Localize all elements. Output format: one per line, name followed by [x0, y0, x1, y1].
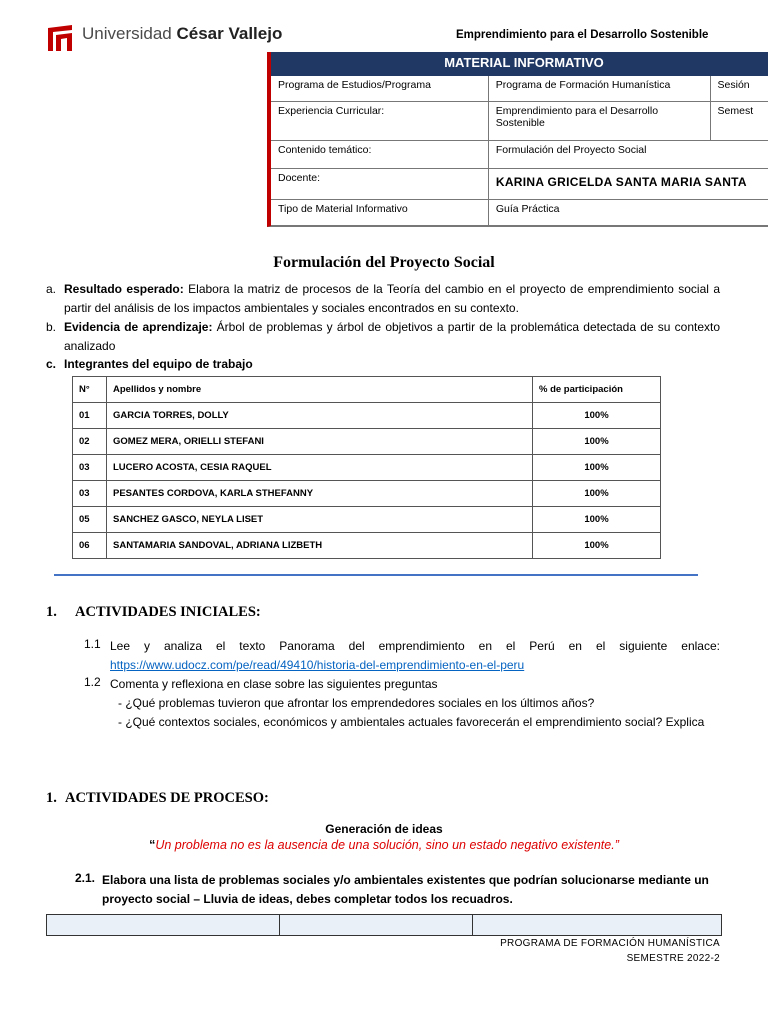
item-a — [46, 280, 720, 318]
document-title: Formulación del Proyecto Social — [273, 254, 495, 271]
info-label: Programa de Estudios/Programa — [271, 76, 489, 101]
item-a-text: Elabora la matriz de procesos de la Teoría del cambio en el proyecto de emprendimiento social a partir del análisis de los impactos ambientales y sociales encontrados en su contexto. — [64, 282, 720, 315]
team-table — [72, 376, 661, 559]
table-row — [73, 403, 661, 429]
row-pct: 100% — [533, 403, 661, 429]
row-pct: 100% — [533, 533, 661, 559]
info-label: Docente: — [271, 169, 489, 199]
docente-value: KARINA GRICELDA SANTA MARIA SANTA — [495, 175, 747, 189]
table-row — [73, 455, 661, 481]
row-number: 02 — [73, 429, 107, 455]
item-2-1-text: Elabora una lista de problemas sociales y/o ambientales existentes que podrían solucionarse mediante un proyecto social – Lluvia de ideas, debes completar todos los recuadros. — [102, 873, 709, 906]
row-pct: 100% — [533, 481, 661, 507]
university-logo-icon — [46, 24, 74, 52]
header-participation: % de participación — [533, 377, 661, 403]
footer-semester: SEMESTRE 2022-2 — [626, 953, 720, 964]
footer-program: PROGRAMA DE FORMACIÓN HUMANÍSTICA — [500, 938, 720, 949]
section1-number: 1. — [46, 604, 57, 620]
row-name: GARCIA TORRES, DOLLY — [107, 403, 533, 429]
item-b-bold: Evidencia de aprendizaje: — [64, 320, 213, 334]
table-row — [73, 507, 661, 533]
info-row — [271, 169, 768, 200]
row-name: PESANTES CORDOVA, KARLA STHEFANNY — [107, 481, 533, 507]
ideas-table — [46, 914, 722, 936]
row-pct: 100% — [533, 507, 661, 533]
info-row — [271, 76, 768, 102]
info-label: Experiencia Curricular: — [271, 102, 489, 140]
ideas-cell[interactable] — [473, 915, 721, 935]
row-pct: 100% — [533, 429, 661, 455]
udocz-link[interactable]: https://www.udocz.com/pe/read/49410/historia-del-emprendimiento-en-el-peru — [110, 658, 525, 672]
item-1-1-number: 1.1 — [84, 637, 101, 651]
item-1-1-text: Lee y analiza el texto Panorama del emprendimiento en el Perú en el siguiente enlace: — [110, 639, 720, 653]
question-1: - ¿Qué problemas tuvieron que afrontar los emprendedores sociales en los últimos años? — [118, 696, 595, 710]
item-c-label: c. — [46, 357, 57, 371]
info-value: Programa de Formación Humanística — [489, 76, 711, 101]
university-name: Universidad César Vallejo — [82, 24, 283, 43]
quote-close: ” — [614, 838, 619, 852]
item-2-1-number: 2.1. — [75, 871, 96, 885]
row-name: SANCHEZ GASCO, NEYLA LISET — [107, 507, 533, 533]
info-value: Guía Práctica — [495, 203, 560, 215]
row-name: GOMEZ MERA, ORIELLI STEFANI — [107, 429, 533, 455]
info-label: Contenido temático: — [271, 141, 489, 168]
table-row — [73, 533, 661, 559]
item-c-text: Integrantes del equipo de trabajo — [64, 357, 253, 371]
item-b — [46, 318, 720, 356]
quote-text: Un problema no es la ausencia de una solución, sino un estado negativo existente. — [155, 838, 615, 852]
row-number: 03 — [73, 455, 107, 481]
item-a-label: a. — [46, 282, 57, 296]
header-number: N° — [73, 377, 107, 403]
item-a-bold: Resultado esperado: — [64, 282, 184, 296]
row-number: 03 — [73, 481, 107, 507]
row-name: SANTAMARIA SANDOVAL, ADRIANA LIZBETH — [107, 533, 533, 559]
info-value: Emprendimiento para el Desarrollo Sostenible — [489, 102, 711, 140]
info-row — [271, 102, 768, 141]
info-label: Tipo de Material Informativo — [271, 200, 489, 225]
row-number: 06 — [73, 533, 107, 559]
item-c — [46, 355, 720, 374]
section2-title: ACTIVIDADES DE PROCESO: — [65, 790, 269, 806]
item-b-text: Árbol de problemas y árbol de objetivos a partir de la problemática detectada de su contexto analizado — [64, 320, 721, 353]
info-table — [267, 52, 768, 227]
item-1-2-text: Comenta y reflexiona en clase sobre las siguientes preguntas — [110, 677, 438, 691]
info-row — [271, 200, 768, 226]
table-row — [73, 481, 661, 507]
team-table-header — [73, 377, 661, 403]
item-b-label: b. — [46, 320, 57, 334]
header-name: Apellidos y nombre — [107, 377, 533, 403]
section1-title: ACTIVIDADES INICIALES: — [75, 604, 261, 620]
ideas-cell[interactable] — [280, 915, 473, 935]
row-pct: 100% — [533, 455, 661, 481]
section2-number: 1. — [46, 790, 57, 806]
course-heading: Emprendimiento para el Desarrollo Sostenible — [456, 29, 709, 41]
item-1-1 — [110, 637, 720, 675]
ideas-cell[interactable] — [47, 915, 280, 935]
table-row — [73, 429, 661, 455]
item-1-2-number: 1.2 — [84, 675, 101, 689]
subtitle-ideas: Generación de ideas — [325, 822, 443, 836]
info-row — [271, 141, 768, 169]
divider-line — [54, 574, 698, 576]
info-value: Formulación del Proyecto Social — [495, 144, 647, 156]
info-extra: Sesión — [717, 79, 750, 91]
question-2: - ¿Qué contextos sociales, económicos y ambientales actuales favorecerán el emprendimiento social? Explica — [118, 715, 705, 729]
row-name: LUCERO ACOSTA, CESIA RAQUEL — [107, 455, 533, 481]
info-extra: Semest — [717, 105, 754, 117]
quote-open: “ — [149, 838, 156, 852]
row-number: 01 — [73, 403, 107, 429]
row-number: 05 — [73, 507, 107, 533]
info-table-title: MATERIAL INFORMATIVO — [267, 52, 768, 76]
quote — [0, 838, 768, 852]
